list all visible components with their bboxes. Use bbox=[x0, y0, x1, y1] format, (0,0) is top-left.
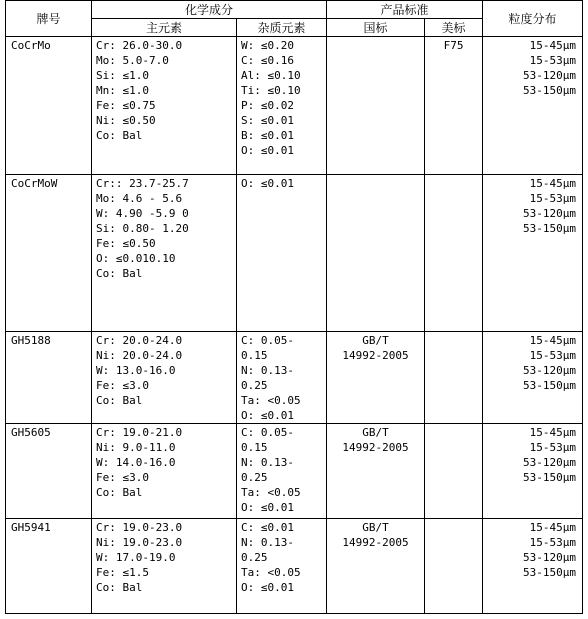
size-line: 15-53μm bbox=[529, 192, 577, 205]
main-line: Fe: ≤3.0 bbox=[96, 379, 149, 392]
table-body bbox=[6, 37, 583, 614]
impurity-line: 0.25 bbox=[241, 471, 268, 484]
header-particle-size: 粒度分布 bbox=[483, 1, 583, 37]
grade-cell bbox=[6, 424, 92, 519]
main-elements-cell bbox=[92, 332, 237, 424]
impurity-line: O: ≤0.01 bbox=[241, 177, 294, 190]
size-line: 15-53μm bbox=[529, 441, 577, 454]
us-line: F75 bbox=[443, 39, 464, 52]
impurity-line: Ta: <0.05 bbox=[241, 566, 301, 579]
gb-line: 14992-2005 bbox=[342, 536, 409, 549]
national-standard-cell bbox=[327, 424, 425, 519]
impurity-line: O: ≤0.01 bbox=[241, 581, 294, 594]
main-line: Co: Bal bbox=[96, 486, 143, 499]
size-line: 53-150μm bbox=[523, 566, 577, 579]
impurity-line: C: ≤0.01 bbox=[241, 521, 294, 534]
us-standard-cell bbox=[425, 37, 483, 175]
header-product-standard: 产品标准 bbox=[327, 1, 483, 19]
grade-label: CoCrMo bbox=[11, 39, 51, 52]
main-line: Ni: ≤0.50 bbox=[96, 114, 156, 127]
header-main-elements: 主元素 bbox=[92, 19, 237, 37]
impurity-elements-cell bbox=[237, 424, 327, 519]
impurity-line: 0.15 bbox=[241, 441, 268, 454]
main-line: W: 13.0-16.0 bbox=[96, 364, 176, 377]
particle-size-cell bbox=[483, 332, 583, 424]
size-line: 53-150μm bbox=[523, 471, 577, 484]
header-us-standard: 美标 bbox=[425, 19, 483, 37]
size-line: 53-120μm bbox=[523, 456, 577, 469]
national-standard-cell bbox=[327, 519, 425, 614]
size-line: 53-120μm bbox=[523, 551, 577, 564]
table-row bbox=[6, 37, 583, 175]
size-line: 53-150μm bbox=[523, 84, 577, 97]
impurity-line: C: 0.05- bbox=[241, 426, 294, 439]
size-line: 15-45μm bbox=[529, 426, 577, 439]
main-line: Cr: 20.0-24.0 bbox=[96, 334, 183, 347]
table-row bbox=[6, 424, 583, 519]
header-impurity-elements: 杂质元素 bbox=[237, 19, 327, 37]
size-line: 53-150μm bbox=[523, 222, 577, 235]
main-line: Ni: 20.0-24.0 bbox=[96, 349, 183, 362]
main-line: Si: 0.80- 1.20 bbox=[96, 222, 189, 235]
impurity-line: W: ≤0.20 bbox=[241, 39, 294, 52]
particle-size-cell bbox=[483, 519, 583, 614]
main-line: Co: Bal bbox=[96, 394, 143, 407]
gb-line: 14992-2005 bbox=[342, 349, 409, 362]
size-line: 15-45μm bbox=[529, 334, 577, 347]
main-line: Cr: 26.0-30.0 bbox=[96, 39, 183, 52]
grade-cell bbox=[6, 175, 92, 332]
size-line: 53-150μm bbox=[523, 379, 577, 392]
national-standard-cell bbox=[327, 332, 425, 424]
main-line: Mo: 5.0-7.0 bbox=[96, 54, 169, 67]
impurity-elements-cell bbox=[237, 519, 327, 614]
size-line: 15-45μm bbox=[529, 39, 577, 52]
header-national-standard: 国标 bbox=[327, 19, 425, 37]
size-line: 15-53μm bbox=[529, 54, 577, 67]
impurity-line: N: 0.13- bbox=[241, 536, 294, 549]
main-elements-cell bbox=[92, 424, 237, 519]
gb-line: GB/T bbox=[362, 521, 389, 534]
main-line: Co: Bal bbox=[96, 129, 143, 142]
impurity-line: C: 0.05- bbox=[241, 334, 294, 347]
main-line: Cr: 19.0-23.0 bbox=[96, 521, 183, 534]
national-standard-cell bbox=[327, 175, 425, 332]
main-line: W: 14.0-16.0 bbox=[96, 456, 176, 469]
main-line: O: ≤0.010.10 bbox=[96, 252, 176, 265]
grade-label: GH5188 bbox=[11, 334, 51, 347]
main-line: Mn: ≤1.0 bbox=[96, 84, 149, 97]
impurity-line: S: ≤0.01 bbox=[241, 114, 294, 127]
impurity-line: 0.15 bbox=[241, 349, 268, 362]
particle-size-cell bbox=[483, 175, 583, 332]
grade-cell bbox=[6, 519, 92, 614]
table-row bbox=[6, 175, 583, 332]
grade-label: GH5941 bbox=[11, 521, 51, 534]
table-row bbox=[6, 519, 583, 614]
impurity-elements-cell bbox=[237, 37, 327, 175]
impurity-line: 0.25 bbox=[241, 379, 268, 392]
impurity-line: P: ≤0.02 bbox=[241, 99, 294, 112]
impurity-line: B: ≤0.01 bbox=[241, 129, 294, 142]
particle-size-cell bbox=[483, 37, 583, 175]
main-line: W: 4.90 -5.9 0 bbox=[96, 207, 189, 220]
main-elements-cell bbox=[92, 175, 237, 332]
gb-line: GB/T bbox=[362, 426, 389, 439]
impurity-line: O: ≤0.01 bbox=[241, 409, 294, 422]
header-grade: 牌号 bbox=[6, 1, 92, 37]
us-standard-cell bbox=[425, 424, 483, 519]
main-elements-cell bbox=[92, 519, 237, 614]
impurity-line: N: 0.13- bbox=[241, 456, 294, 469]
grade-cell bbox=[6, 332, 92, 424]
grade-label: CoCrMoW bbox=[11, 177, 58, 190]
national-standard-cell bbox=[327, 37, 425, 175]
gb-line: GB/T bbox=[362, 334, 389, 347]
impurity-elements-cell bbox=[237, 332, 327, 424]
header-chemical-composition: 化学成分 bbox=[92, 1, 327, 19]
impurity-line: 0.25 bbox=[241, 551, 268, 564]
main-line: Ni: 9.0-11.0 bbox=[96, 441, 176, 454]
impurity-line: Ta: <0.05 bbox=[241, 486, 301, 499]
us-standard-cell bbox=[425, 519, 483, 614]
size-line: 15-53μm bbox=[529, 349, 577, 362]
size-line: 15-45μm bbox=[529, 177, 577, 190]
main-line: Co: Bal bbox=[96, 581, 143, 594]
impurity-line: Ta: <0.05 bbox=[241, 394, 301, 407]
impurity-line: O: ≤0.01 bbox=[241, 501, 294, 514]
particle-size-cell bbox=[483, 424, 583, 519]
impurity-line: C: ≤0.16 bbox=[241, 54, 294, 67]
grade-cell bbox=[6, 37, 92, 175]
main-line: Cr: 19.0-21.0 bbox=[96, 426, 183, 439]
us-standard-cell bbox=[425, 332, 483, 424]
main-line: Ni: 19.0-23.0 bbox=[96, 536, 183, 549]
main-line: Co: Bal bbox=[96, 267, 143, 280]
impurity-line: N: 0.13- bbox=[241, 364, 294, 377]
header-row-1 bbox=[6, 1, 583, 19]
alloy-spec-table bbox=[5, 0, 583, 614]
impurity-elements-cell bbox=[237, 175, 327, 332]
gb-line: 14992-2005 bbox=[342, 441, 409, 454]
main-line: Si: ≤1.0 bbox=[96, 69, 149, 82]
size-line: 15-45μm bbox=[529, 521, 577, 534]
main-line: Mo: 4.6 - 5.6 bbox=[96, 192, 183, 205]
grade-label: GH5605 bbox=[11, 426, 51, 439]
main-line: Fe: ≤0.50 bbox=[96, 237, 156, 250]
main-line: Cr:: 23.7-25.7 bbox=[96, 177, 189, 190]
main-line: Fe: ≤1.5 bbox=[96, 566, 149, 579]
main-elements-cell bbox=[92, 37, 237, 175]
impurity-line: Ti: ≤0.10 bbox=[241, 84, 301, 97]
main-line: W: 17.0-19.0 bbox=[96, 551, 176, 564]
size-line: 53-120μm bbox=[523, 69, 577, 82]
main-line: Fe: ≤3.0 bbox=[96, 471, 149, 484]
us-standard-cell bbox=[425, 175, 483, 332]
impurity-line: O: ≤0.01 bbox=[241, 144, 294, 157]
size-line: 15-53μm bbox=[529, 536, 577, 549]
main-line: Fe: ≤0.75 bbox=[96, 99, 156, 112]
table-row bbox=[6, 332, 583, 424]
size-line: 53-120μm bbox=[523, 364, 577, 377]
size-line: 53-120μm bbox=[523, 207, 577, 220]
impurity-line: Al: ≤0.10 bbox=[241, 69, 301, 82]
